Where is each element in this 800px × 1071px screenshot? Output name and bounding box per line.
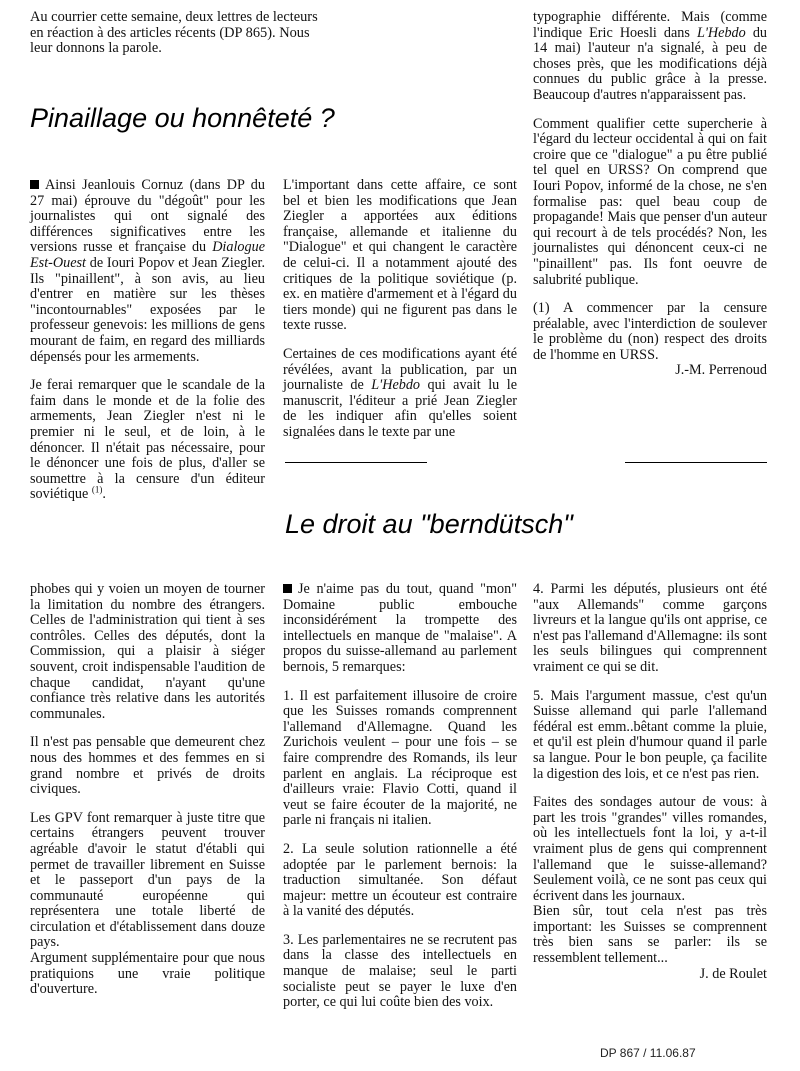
article2-column-2 <box>283 582 517 1011</box>
article2-paragraph: Je n'aime pas du tout, quand "mon" Domaine public embouche inconsidérément la trompette des intellectuels en manque de "malaise". A propos du suisse-allemand au parlement bernois, 5 remarques: <box>283 581 517 675</box>
article1-footnote: (1) A commencer par la censure préalable, avec l'interdiction de soulever le problème du (non) respect des droits de l'homme en URSS. <box>533 300 767 363</box>
article1-column-1 <box>30 178 265 503</box>
divider-rule <box>625 462 767 463</box>
article2-paragraph: Argument supplémentaire pour que nous pratiquions une vraie politique d'ouverture. <box>30 950 265 998</box>
article1-paragraph: Ainsi Jeanlouis Cornuz (dans DP du 27 mai) éprouve du "dégoût" pour les journalistes qui ont signalé des différences significatives entre les versions russe et française du Dialogue Est-Ouest de Iouri Popov et Jean Ziegler. Ils "pinaillent", à son avis, au lieu d'entrer en matière sur les thèses "incontournables" exposées par le professeur genevois: les millions de gens mourant de faim, en regard des milliards dépensés pour les armements. <box>30 177 265 365</box>
bullet-square-icon <box>30 180 39 189</box>
page-footer: DP 867 / 11.06.87 <box>600 1046 696 1060</box>
footnote-ref: (1) <box>91 484 103 495</box>
article1-signature: J.-M. Perrenoud <box>675 362 767 379</box>
article2-paragraph: phobes qui y voien un moyen de tourner la limitation du nombre des étrangers. Celles de l'administration qui tient à ses contrôles. Celles des députés, dont la Commission, qui a plaisir à siéger souvent, croit indispensable l'audition de chaque candidat, n'ayant qu'une confiance très relative dans les autorités communales. <box>30 581 265 722</box>
article2-paragraph: Bien sûr, tout cela n'est pas très important: les Suisses se comprennent très bien sans se parler: ils se ressemblent tellement... <box>533 903 767 967</box>
article2-paragraph: Faites des sondages autour de vous: à part les trois "grandes" villes romandes, où les intellectuels font la loi, y a-t-il vraiment plus de gens qui comprennent l'allemand que le suisse-allemand? Seulement voilà, ce ne sont pas ceux qui écrivent dans les journaux. <box>533 794 767 904</box>
divider-rule <box>285 462 427 463</box>
bullet-square-icon <box>283 584 292 593</box>
article2-column-3 <box>533 582 767 995</box>
article2-paragraph: Il n'est pas pensable que demeurent chez nous des hommes et des femmes en si grand nombre et privés de droits civiques. <box>30 734 265 798</box>
article1-paragraph: Comment qualifier cette supercherie à l'égard du lecteur occidental à qui on fait croire que ce "dialogue" a pu être publié tel quel en URSS? On comprend que Iouri Popov, informé de la chose, ne s'en formalise pas: quel beau coup de propagande! Mais que penser d'un auteur qui recourt à de tels procédés? Non, les journalistes qui dénoncent ceux-ci ne "pinaillent" pas. Ils font oeuvre de salubrité publique. <box>533 115 767 288</box>
article1-column-2 <box>283 178 517 441</box>
article2-paragraph: 1. Il est parfaitement illusoire de croire que les Suisses romands comprennent l'allemand d'Allemagne. Quand les Zurichois veulent – pour une fois – se faire comprendre des Romands, ils leur parlent en anglais. La réciproque est d'ailleurs vraie: Flavio Cotti, quand il veut se faire écouter de la majorité, ne parle ni français ni italien. <box>283 687 517 829</box>
article2-paragraph: 4. Parmi les députés, plusieurs ont été "aux Allemands" comme garçons livreurs et la langue qu'ils ont apprise, ce n'est pas l'allemand d'Allemagne: ils sont les seuls bilingues qui comprennent vraiment ce qui se dit. <box>533 581 767 675</box>
article1-paragraph: typographie différente. Mais (comme l'indique Eric Hoesli dans L'Hebdo du 14 mai) l'auteur n'a signalé, à peu de choses près, que les modifications déjà connues du public grâce à la presse. Beaucoup d'autres n'apparaissent pas. <box>533 9 768 103</box>
article2-paragraph: Les GPV font remarquer à juste titre que certains étrangers peuvent trouver agréable d'avoir le statut d'établi qui permet de travailler librement en Suisse et le passeport d'un pays de la communauté européenne qui représentera une totale liberté de circulation et d'établissement dans douze pays. <box>30 809 265 951</box>
article1-paragraph: Certaines de ces modifications ayant été révélées, avant la publication, par un journaliste de L'Hebdo qui avait lu le manuscrit, l'éditeur a prié Jean Ziegler de les indiquer afin qu'elles soient signalées dans le texte par une <box>283 345 517 440</box>
article2-title: Le droit au "berndütsch" <box>285 509 573 539</box>
article2-paragraph: 3. Les parlementaires ne se recrutent pas dans la classe des intellectuels en manque de malaise; seul le parti socialiste peut se payer le luxe d'en porter, ce qui lui coûte bien des voix. <box>283 931 517 1011</box>
article1-column-3 <box>533 10 767 392</box>
article2-column-1 <box>30 582 265 998</box>
article1-paragraph: Je ferai remarquer que le scandale de la faim dans le monde et de la folie des armements, Jean Ziegler n'est ni le premier ni le seul, et de loin, à le dénoncer. Il n'était pas nécessaire, pour le dénoncer une fois de plus, d'aller se soumettre à la censure d'un éditeur soviétique $^{(1)}$. <box>30 377 265 503</box>
intro-text: Au courrier cette semaine, deux lettres de lecteurs en réaction à des articles récents (DP 865). Nous leur donnons la parole. <box>30 9 318 57</box>
article2-paragraph: 2. La seule solution rationnelle a été adoptée par le parlement bernois: la traduction simultanée. Son défaut majeur: mettre un écouteur est contraire à la vanité des députés. <box>283 840 517 920</box>
article2-paragraph: 5. Mais l'argument massue, c'est qu'un Suisse allemand qui parle l'allemand fédéral est emm..bêtant comme la pluie, et qu'il est plein d'humour quand il parle sa langue. Pour le bon peuple, ça facilite la digestion des lois, et ce n'est pas rien. <box>533 687 767 782</box>
article1-paragraph: L'important dans cette affaire, ce sont bel et bien les modifications que Jean Ziegler a apportées aux éditions française, allemande et italienne du "Dialogue" et qui changent le caractère de celui-ci. Il a notamment ajouté des critiques de la politique soviétique (p. ex. en matière d'armement et à l'égard du tiers monde) qui ne figurent pas dans le texte russe. <box>283 177 517 334</box>
article1-title: Pinaillage ou honnêteté ? <box>30 103 335 133</box>
article2-signature: J. de Roulet <box>699 965 767 982</box>
